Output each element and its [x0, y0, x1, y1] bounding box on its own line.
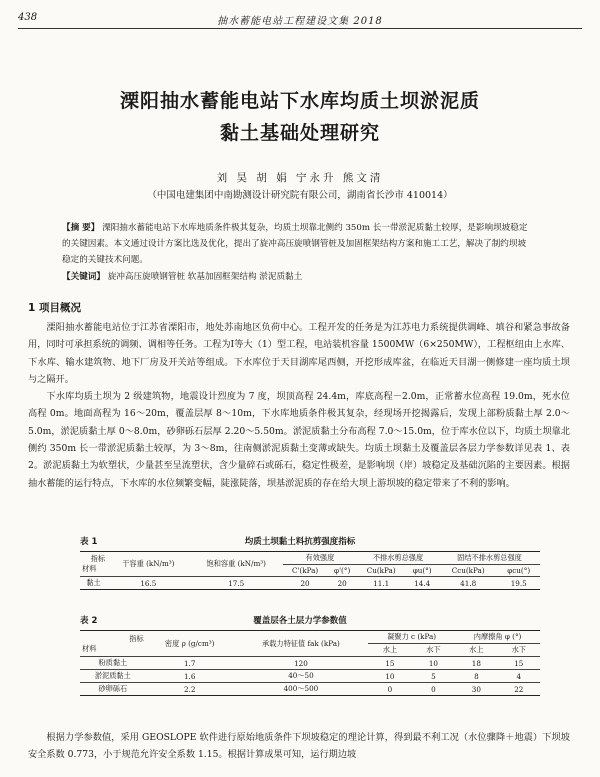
- table2-corner: 指标 材料: [80, 631, 146, 657]
- table1-subheader: φu(°): [405, 565, 439, 577]
- keywords-text: 旋冲高压旋喷钢管桩 软基加固框架结构 淤泥质黏土: [107, 272, 303, 282]
- table-cell: 4: [498, 670, 540, 683]
- table1-corner: 指标 材料: [80, 552, 107, 577]
- table1-header-eff: 有效强度: [283, 552, 357, 565]
- page-number: 438: [18, 12, 38, 23]
- table2-subheader: 水上: [368, 644, 411, 657]
- authors: 刘 昊 胡 娟 宁永升 熊文清: [216, 172, 384, 184]
- keywords: [62, 270, 530, 284]
- table1: [80, 551, 540, 590]
- table-row: [80, 683, 540, 696]
- table-cell: 黏土: [80, 577, 107, 590]
- table1-number: 表 1: [80, 537, 98, 547]
- table-cell: 120: [234, 657, 368, 670]
- table1-subheader: φcu(°): [497, 565, 540, 577]
- table1-title: 均质土坝黏土料抗剪强度指标: [244, 537, 356, 547]
- footer-paragraph: 根据力学参数值，采用 GEOSLOPE 软件进行原始地质条件下坝坡稳定的理论计算，得到最不利工况（水位骤降＋地震）下坝坡安全系数 0.773，小于规范允许安全系数 1.15。根据计算成果可知，运行期边坡: [28, 732, 570, 761]
- table-cell: 16.5: [107, 577, 190, 590]
- table2-subheader: 水下: [412, 644, 456, 657]
- section-heading: 1 项目概况: [28, 302, 81, 314]
- body-paragraph-1: 溧阳抽水蓄能电站位于江苏省溧阳市，地处苏南地区负荷中心。工程开发的任务是为江苏电力系统提供调峰、填谷和紧急事故备用，同时可承担系统的调频、调相等任务。工程为Ⅰ等大（1）型工程，电站装机容量 1500MW（6×250MW），工程枢纽由上水库、下水库、输水建筑物、地下厂房及开关站等组成。下水库位于天目湖库尾西侧，开挖形成库盆，在临近天目湖一侧修建一座均质土坝与之隔开。: [28, 322, 570, 385]
- table-row: [80, 670, 540, 683]
- page-header: [18, 10, 582, 30]
- table1-header-wet: 干容重 (kN/m³): [107, 552, 190, 577]
- table2-title: 覆盖层各土层力学参数值: [253, 616, 347, 626]
- table1-subheader: C'(kPa): [283, 565, 327, 577]
- footer-text: [28, 729, 570, 764]
- table-cell: 20: [327, 577, 357, 590]
- table1-header-sat: 饱和容重 (kN/m³): [190, 552, 283, 577]
- table1-subheader: Ccu(kPa): [439, 565, 497, 577]
- keywords-label: 【关键词】: [62, 272, 105, 282]
- table2-header-density: 密度 ρ (g/cm³): [146, 631, 234, 657]
- table-cell: 10: [412, 657, 456, 670]
- table-cell: 20: [283, 577, 327, 590]
- paper-title: [0, 85, 600, 149]
- body-text: [28, 319, 570, 492]
- table2: [80, 630, 540, 696]
- table-cell: 15: [498, 657, 540, 670]
- affiliation: （中国电建集团中南勘测设计研究院有限公司，湖南省长沙市 410014）: [147, 190, 453, 201]
- table2-caption: [80, 614, 520, 626]
- table-cell: 14.4: [405, 577, 439, 590]
- table1-header-cu: 固结不排水剪总强度: [439, 552, 540, 565]
- abstract-label: 【摘 要】: [62, 223, 100, 233]
- table-cell: 19.5: [497, 577, 540, 590]
- table-cell: 10: [368, 670, 411, 683]
- table-cell: 40～50: [234, 670, 368, 683]
- table-cell: 30: [455, 683, 497, 696]
- table-cell: 17.5: [190, 577, 283, 590]
- table-cell: 18: [455, 657, 497, 670]
- table-row: [80, 577, 540, 590]
- table2-number: 表 2: [80, 616, 98, 626]
- table-cell: 粉质黏土: [80, 657, 146, 670]
- title-line-2: 黏土基础处理研究: [219, 122, 380, 144]
- table2-header-c: 凝聚力 c (kPa): [368, 631, 455, 644]
- table-row: [80, 657, 540, 670]
- table-cell: 41.8: [439, 577, 497, 590]
- body-paragraph-2: 下水库均质土坝为 2 级建筑物，地震设计烈度为 7 度，坝顶高程 24.4m，库底高程－2.0m，正常蓄水位高程 19.0m，死水位高程 0m。地面高程为 16～20m，覆盖层厚 8～10m，下水库地质条件极其复杂，经现场开挖揭露后，发现上部粉质黏土厚 2.0～5.0m，淤泥质黏土厚 0～8.0m，砂卵砾石层厚 2.20～5.50m。淤泥质黏土分布高程 7.0～15.0m，位于库水位以下，均质土坝靠北侧约 350m 长一带淤泥质黏土较厚，为 3～8m，往南侧淤泥质黏土变薄或缺失。均质土坝黏土及覆盖层各层力学参数详见表 1、表 2。淤泥质黏土为软塑状，少量甚至呈流塑状，含少量碎石或砾石，稳定性极差，是影响坝（岸）坡稳定及基础沉陷的主要因素。根据抽水蓄能的运行特点，下水库的水位频繁变幅，陡涨陡落，坝基淤泥质的存在给大坝上游坝坡的稳定带来了不利的影响。: [28, 391, 570, 489]
- table-cell: 5: [412, 670, 456, 683]
- table1-subheader: Cu(kPa): [357, 565, 405, 577]
- table2-subheader: 水下: [498, 644, 540, 657]
- abstract: [62, 220, 530, 268]
- title-line-1: 溧阳抽水蓄能电站下水库均质土坝淤泥质: [119, 90, 480, 112]
- table-cell: 1.6: [146, 670, 234, 683]
- header-rule: [18, 28, 582, 29]
- table-cell: 淤泥质黏土: [80, 670, 146, 683]
- table2-header-fak: 承载力特征值 fak (kPa): [234, 631, 368, 657]
- journal-title: 抽水蓄能电站工程建设文集 2018: [217, 16, 383, 27]
- table-cell: 15: [368, 657, 411, 670]
- table-cell: 1.7: [146, 657, 234, 670]
- table-cell: 400～500: [234, 683, 368, 696]
- table1-subheader: φ'(°): [327, 565, 357, 577]
- table-cell: 0: [412, 683, 456, 696]
- table-cell: 砂卵砾石: [80, 683, 146, 696]
- table-cell: 8: [455, 670, 497, 683]
- table-cell: 22: [498, 683, 540, 696]
- abstract-text: 溧阳抽水蓄能电站下水库地质条件极其复杂，均质土坝靠北侧约 350m 长一带淤泥质黏土较厚，是影响坝坡稳定的关键因素。本文通过设计方案比选及优化，提出了旋冲高压旋喷钢管桩及加固框架结构方案和施工工艺，解决了制约坝坡稳定的关键技术问题。: [62, 223, 528, 265]
- table1-header-uu: 不排水剪总强度: [357, 552, 439, 565]
- table-cell: 2.2: [146, 683, 234, 696]
- table-cell: 11.1: [357, 577, 405, 590]
- table2-subheader: 水上: [455, 644, 497, 657]
- table2-header-phi: 内摩擦角 φ (°): [455, 631, 540, 644]
- table-cell: 0: [368, 683, 411, 696]
- table1-caption: [80, 535, 520, 547]
